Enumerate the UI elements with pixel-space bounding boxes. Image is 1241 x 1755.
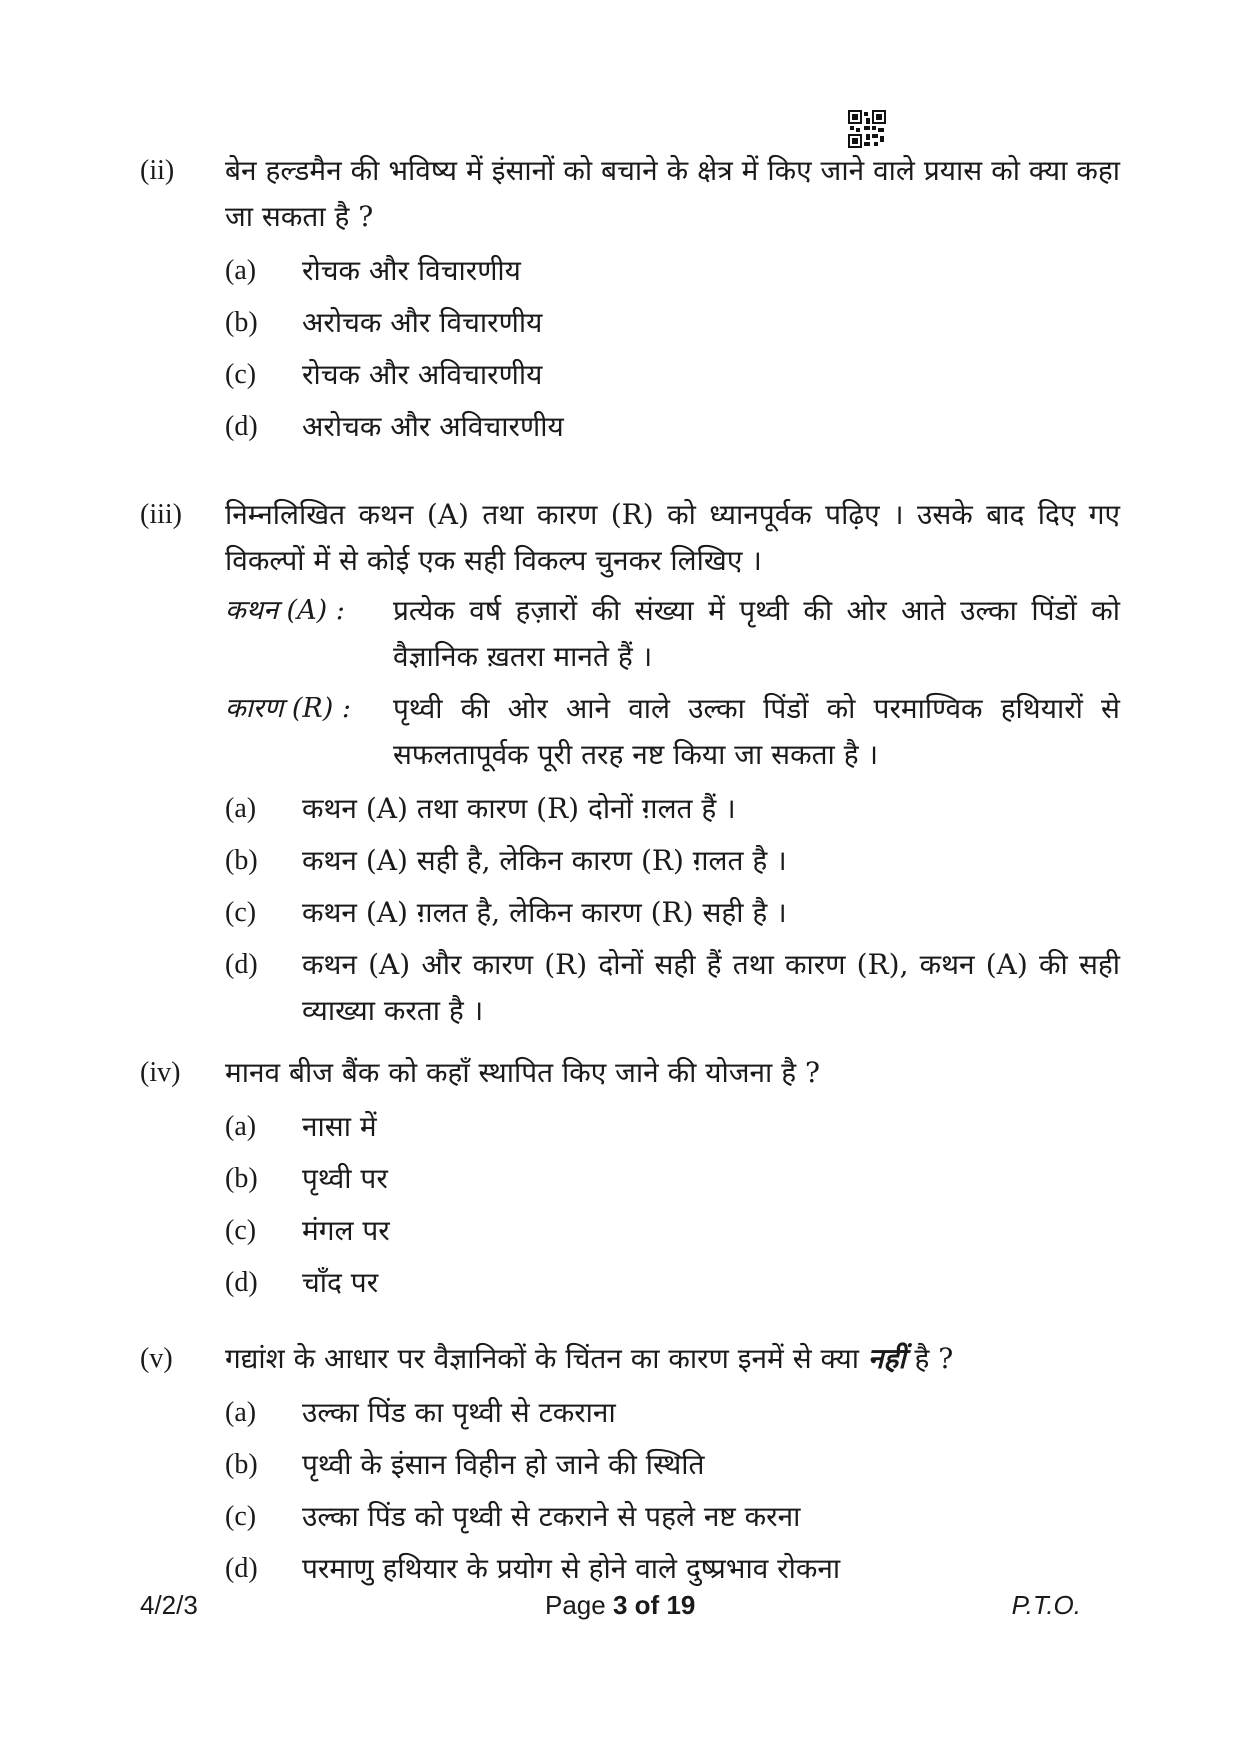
option-letter: (d)	[225, 1267, 258, 1298]
option-text: नासा में	[302, 1110, 377, 1143]
qr-code-icon	[848, 110, 886, 148]
option-text: कथन (A) और कारण (R) दोनों सही हैं तथा कारण (R), कथन (A) की सही व्याख्या करता है ।	[302, 948, 1120, 1027]
assertion-text: प्रत्येक वर्ष हज़ारों की संख्या में पृथ्वी की ओर आते उल्का पिंडों को वैज्ञानिक ख़तरा मानते हैं ।	[393, 594, 1120, 673]
question-text: बेन हल्डमैन की भविष्य में इंसानों को बचाने के क्षेत्र में किए जाने वाले प्रयास को क्या कहा जा सकता है ?	[225, 154, 1120, 233]
option-text: रोचक और विचारणीय	[302, 254, 521, 287]
paper-code: 4/2/3	[140, 1590, 198, 1620]
page-current: 3	[612, 1590, 628, 1620]
question-number: (ii)	[140, 155, 175, 186]
option-letter: (d)	[225, 949, 258, 980]
option-letter: (c)	[225, 897, 257, 928]
option-text: उल्का पिंड का पृथ्वी से टकराना	[302, 1396, 616, 1429]
question-ii	[140, 148, 1120, 456]
option-letter: (c)	[225, 359, 257, 390]
option	[225, 300, 1120, 352]
assertion-row	[225, 588, 1120, 680]
question-text-before: गद्यांश के आधार पर वैज्ञानिकों के चिंतन का कारण इनमें से क्या	[225, 1342, 859, 1375]
option-text: कथन (A) सही है, लेकिन कारण (R) ग़लत है ।	[302, 844, 787, 877]
question-text: निम्नलिखित कथन (A) तथा कारण (R) को ध्यानपूर्वक पढ़िए । उसके बाद दिए गए विकल्पों में से कोई एक सही विकल्प चुनकर लिखिए ।	[225, 498, 1120, 577]
option-letter: (a)	[225, 1397, 257, 1428]
options-list	[225, 1390, 1120, 1598]
option-letter: (d)	[225, 411, 258, 442]
option-text: रोचक और अविचारणीय	[302, 358, 543, 391]
reason-label: कारण (R) :	[225, 693, 351, 724]
option-text: उल्का पिंड को पृथ्वी से टकराने से पहले नष्ट करना	[302, 1500, 801, 1533]
option-letter: (b)	[225, 1449, 258, 1480]
reason-text: पृथ्वी की ओर आने वाले उल्का पिंडों को परमाण्विक हथियारों से सफलतापूर्वक पूरी तरह नष्ट किया जा सकता है ।	[393, 692, 1120, 771]
option	[225, 890, 1120, 942]
option-text: पृथ्वी पर	[302, 1162, 388, 1195]
option	[225, 786, 1120, 838]
assertion-label: कथन (A) :	[225, 595, 345, 626]
option	[225, 248, 1120, 300]
option-text: कथन (A) ग़लत है, लेकिन कारण (R) सही है ।	[302, 896, 787, 929]
please-turn-over: P.T.O.	[1011, 1590, 1081, 1620]
page-number	[545, 1590, 695, 1621]
page-total: 19	[666, 1590, 696, 1620]
option	[225, 838, 1120, 890]
option	[225, 1104, 1120, 1156]
option-letter: (a)	[225, 793, 257, 824]
question-number: (iii)	[140, 499, 182, 530]
option	[225, 1156, 1120, 1208]
negation-emphasis: नहीं	[867, 1342, 906, 1375]
question-text-after: है ?	[914, 1342, 954, 1375]
option-letter: (a)	[225, 255, 257, 286]
option-text: चाँद पर	[302, 1266, 379, 1299]
option-text: पृथ्वी के इंसान विहीन हो जाने की स्थिति	[302, 1448, 705, 1481]
option-letter: (c)	[225, 1215, 257, 1246]
question-text: मानव बीज बैंक को कहाँ स्थापित किए जाने की योजना है ?	[225, 1056, 820, 1089]
option	[225, 1442, 1120, 1494]
option	[225, 352, 1120, 404]
option	[225, 942, 1120, 1040]
option-letter: (b)	[225, 1163, 258, 1194]
option	[225, 1260, 1120, 1312]
question-iv	[140, 1050, 1120, 1312]
options-list	[225, 248, 1120, 456]
question-number: (iv)	[140, 1057, 181, 1088]
option-letter: (b)	[225, 845, 258, 876]
page-prefix: Page	[545, 1590, 606, 1620]
question-v	[140, 1336, 1120, 1598]
option-letter: (a)	[225, 1111, 257, 1142]
option-text: कथन (A) तथा कारण (R) दोनों ग़लत हैं ।	[302, 792, 736, 825]
option	[225, 404, 1120, 456]
reason-row	[225, 686, 1120, 778]
option	[225, 1494, 1120, 1546]
option-text: परमाणु हथियार के प्रयोग से होने वाले दुष्प्रभाव रोकना	[302, 1552, 841, 1585]
options-list	[225, 786, 1120, 1040]
option-text: मंगल पर	[302, 1214, 390, 1247]
assertion-reason-block	[225, 588, 1120, 778]
page-of: of	[634, 1590, 660, 1620]
options-list	[225, 1104, 1120, 1312]
question-text	[225, 1336, 1120, 1382]
option-letter: (b)	[225, 307, 258, 338]
option-text: अरोचक और अविचारणीय	[302, 410, 564, 443]
option-text: अरोचक और विचारणीय	[302, 306, 543, 339]
option	[225, 1208, 1120, 1260]
option-letter: (c)	[225, 1501, 257, 1532]
question-number: (v)	[140, 1343, 173, 1374]
option-letter: (d)	[225, 1553, 258, 1584]
question-iii	[140, 492, 1120, 1040]
option	[225, 1390, 1120, 1442]
